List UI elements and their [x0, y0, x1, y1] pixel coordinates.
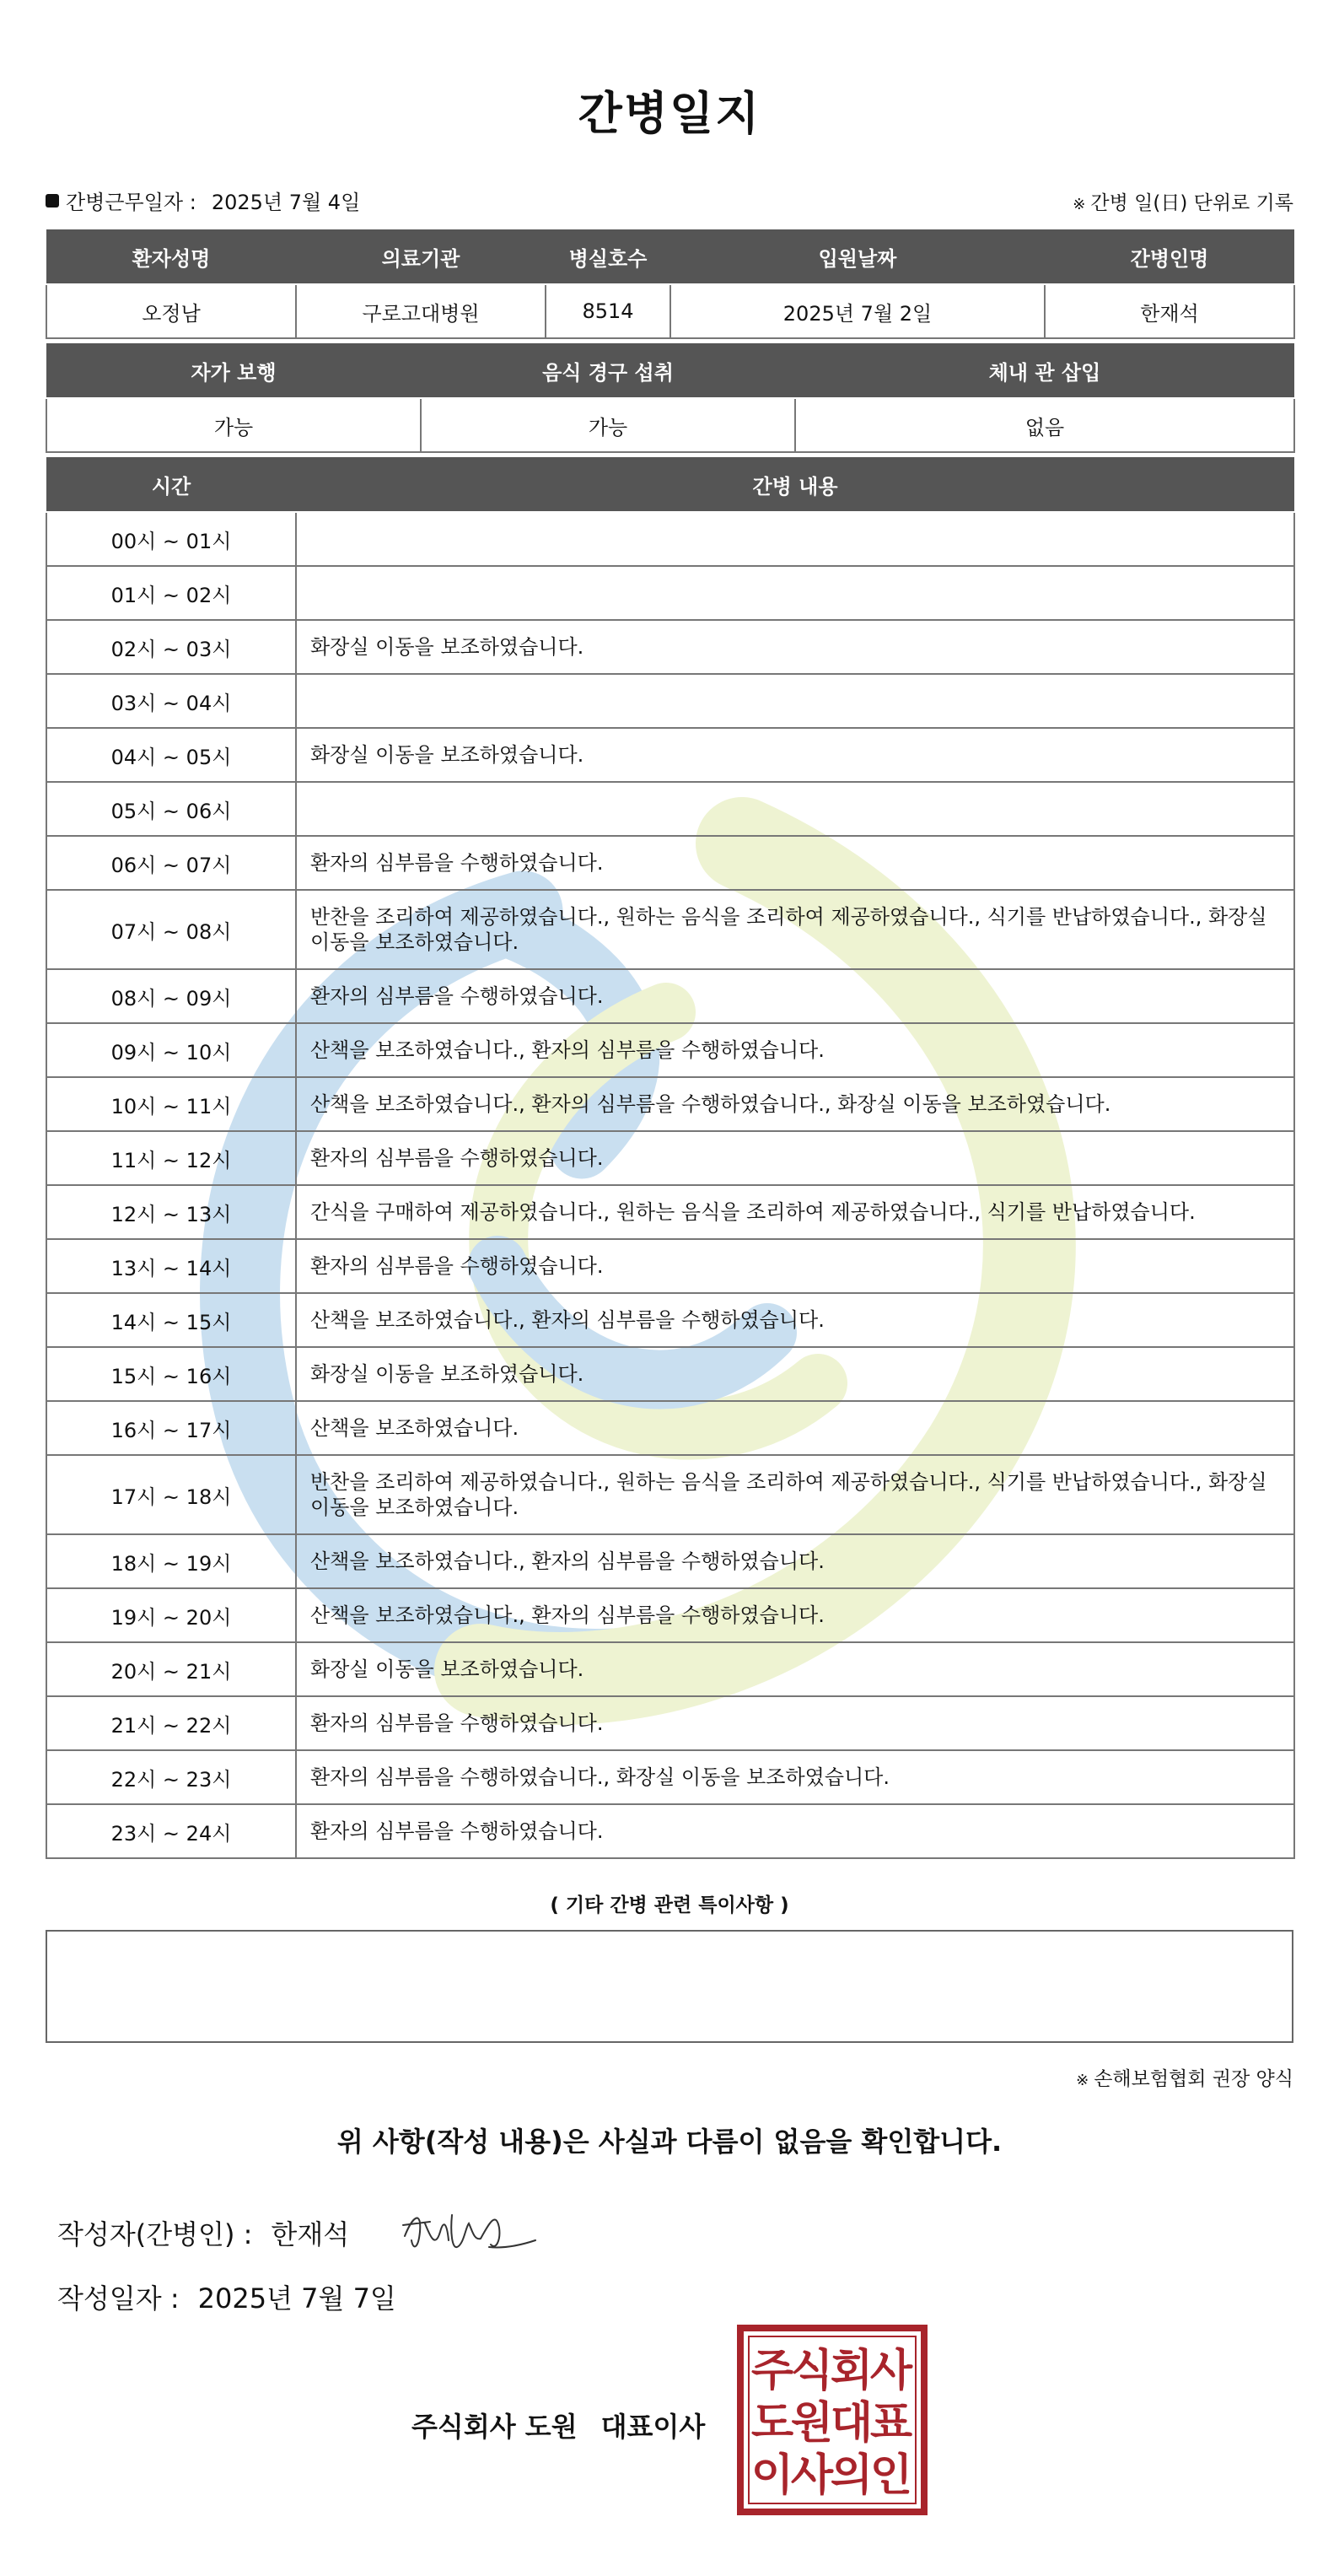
table-row	[46, 1185, 1294, 1239]
insurance-note	[1076, 2063, 1293, 2091]
written-date-label: 작성일자 :	[57, 2282, 180, 2315]
reference-mark-icon: ※	[1076, 2072, 1089, 2089]
care-content-cell: 산책을 보조하였습니다., 환자의 심부름을 수행하였습니다.	[296, 1588, 1294, 1642]
seal-glyph: 도	[750, 2398, 794, 2449]
care-content-cell: 간식을 구매하여 제공하였습니다., 원하는 음식을 조리하여 제공하였습니다., 식기를 반납하였습니다.	[296, 1185, 1294, 1239]
time-cell: 07시 ~ 08시	[46, 890, 296, 969]
time-cell: 17시 ~ 18시	[46, 1455, 296, 1534]
header-room: 병실호수	[546, 229, 670, 284]
seal-glyph: 의	[830, 2450, 874, 2501]
care-content-cell: 화장실 이동을 보조하였습니다.	[296, 728, 1294, 782]
table-row	[46, 1077, 1294, 1131]
care-content-cell: 환자의 심부름을 수행하였습니다.	[296, 1239, 1294, 1293]
admission-date: 2025년 7월 2일	[670, 284, 1045, 338]
care-content-cell: 산책을 보조하였습니다.	[296, 1401, 1294, 1455]
patient-info-table	[46, 228, 1295, 339]
care-content-cell: 환자의 심부름을 수행하였습니다.	[296, 1131, 1294, 1185]
time-cell: 16시 ~ 17시	[46, 1401, 296, 1455]
table-row	[46, 512, 1294, 566]
written-date: 2025년 7월 7일	[197, 2282, 396, 2315]
care-content-cell: 환자의 심부름을 수행하였습니다., 화장실 이동을 보조하였습니다.	[296, 1750, 1294, 1804]
care-content-cell	[296, 566, 1294, 620]
company-line	[411, 2406, 705, 2444]
table-row	[46, 1347, 1294, 1401]
care-content-cell: 화장실 이동을 보조하였습니다.	[296, 1642, 1294, 1696]
care-content-cell: 산책을 보조하였습니다., 환자의 심부름을 수행하였습니다.	[296, 1293, 1294, 1347]
care-content-cell: 산책을 보조하였습니다., 환자의 심부름을 수행하였습니다., 화장실 이동을 보조하였습니다.	[296, 1077, 1294, 1131]
self-walking-value: 가능	[46, 398, 421, 452]
representative-title: 대표이사	[600, 2411, 706, 2443]
header-tube-insertion: 체내 관 삽입	[795, 342, 1294, 398]
writer-label: 작성자(간병인) :	[57, 2218, 253, 2250]
table-row	[46, 1023, 1294, 1077]
table-row	[46, 1588, 1294, 1642]
time-cell: 03시 ~ 04시	[46, 674, 296, 728]
header-hospital: 의료기관	[296, 229, 546, 284]
tube-insertion-value: 없음	[795, 398, 1294, 452]
header-self-walking: 자가 보행	[46, 342, 421, 398]
header-patient-name: 환자성명	[46, 229, 296, 284]
seal-glyph: 이	[750, 2450, 794, 2501]
special-notes-box	[46, 1930, 1293, 2043]
table-row	[46, 1750, 1294, 1804]
table-row	[46, 1804, 1294, 1858]
hospital-name: 구로고대병원	[296, 284, 546, 338]
time-cell: 20시 ~ 21시	[46, 1642, 296, 1696]
time-cell: 00시 ~ 01시	[46, 512, 296, 566]
unit-note-text: 간병 일(日) 단위로 기록	[1090, 192, 1293, 214]
care-content-cell: 산책을 보조하였습니다., 환자의 심부름을 수행하였습니다.	[296, 1023, 1294, 1077]
writer-line	[57, 2213, 349, 2252]
written-date-line	[57, 2277, 396, 2316]
insurance-note-text: 손해보험협회 권장 양식	[1094, 2068, 1293, 2090]
header-care-content: 간병 내용	[296, 456, 1294, 512]
care-content-cell: 반찬을 조리하여 제공하였습니다., 원하는 음식을 조리하여 제공하였습니다., 식기를 반납하였습니다., 화장실 이동을 보조하였습니다.	[296, 890, 1294, 969]
time-cell: 04시 ~ 05시	[46, 728, 296, 782]
seal-glyph: 사	[790, 2450, 834, 2501]
table-row	[46, 566, 1294, 620]
header-admission-date: 입원날짜	[670, 229, 1045, 284]
table-row	[46, 674, 1294, 728]
company-name: 주식회사 도원	[411, 2411, 578, 2443]
table-row	[46, 1239, 1294, 1293]
table-row	[46, 1534, 1294, 1588]
seal-glyph: 인	[869, 2450, 913, 2501]
table-row	[46, 782, 1294, 836]
table-row	[46, 1696, 1294, 1750]
time-cell: 06시 ~ 07시	[46, 836, 296, 890]
seal-glyph: 원	[790, 2398, 834, 2449]
time-cell: 21시 ~ 22시	[46, 1696, 296, 1750]
care-content-cell: 산책을 보조하였습니다., 환자의 심부름을 수행하였습니다.	[296, 1534, 1294, 1588]
time-cell: 05시 ~ 06시	[46, 782, 296, 836]
table-row	[46, 1455, 1294, 1534]
time-cell: 09시 ~ 10시	[46, 1023, 296, 1077]
patient-name: 오정남	[46, 284, 296, 338]
table-row	[46, 1131, 1294, 1185]
time-cell: 22시 ~ 23시	[46, 1750, 296, 1804]
table-row	[46, 1401, 1294, 1455]
seal-glyph: 표	[869, 2398, 913, 2449]
table-row	[46, 728, 1294, 782]
seal-glyph: 주	[750, 2346, 794, 2396]
time-cell: 10시 ~ 11시	[46, 1077, 296, 1131]
table-row	[46, 1642, 1294, 1696]
care-content-cell	[296, 674, 1294, 728]
table-row	[46, 1293, 1294, 1347]
room-number: 8514	[546, 284, 670, 338]
care-content-cell: 환자의 심부름을 수행하였습니다.	[296, 1804, 1294, 1858]
time-cell: 01시 ~ 02시	[46, 566, 296, 620]
header-caregiver: 간병인명	[1045, 229, 1294, 284]
seal-glyph: 대	[830, 2398, 874, 2449]
writer-name: 한재석	[271, 2218, 350, 2250]
handwritten-signature	[396, 2198, 540, 2266]
square-bullet-icon	[46, 194, 59, 207]
table-row	[46, 890, 1294, 969]
care-content-cell: 화장실 이동을 보조하였습니다.	[296, 620, 1294, 674]
time-cell: 02시 ~ 03시	[46, 620, 296, 674]
confirmation-statement: 위 사항(작성 내용)은 사실과 다름이 없음을 확인합니다.	[336, 2126, 1003, 2158]
header-oral-intake: 음식 경구 섭취	[421, 342, 795, 398]
company-seal	[737, 2325, 928, 2515]
time-cell: 13시 ~ 14시	[46, 1239, 296, 1293]
unit-note	[1073, 187, 1293, 215]
care-content-cell: 환자의 심부름을 수행하였습니다.	[296, 969, 1294, 1023]
reference-mark-icon: ※	[1073, 196, 1086, 213]
care-content-cell: 환자의 심부름을 수행하였습니다.	[296, 836, 1294, 890]
header-time: 시간	[46, 456, 296, 512]
time-cell: 12시 ~ 13시	[46, 1185, 296, 1239]
care-content-cell	[296, 512, 1294, 566]
seal-glyph: 사	[869, 2346, 913, 2396]
care-content-cell: 환자의 심부름을 수행하였습니다.	[296, 1696, 1294, 1750]
time-cell: 15시 ~ 16시	[46, 1347, 296, 1401]
oral-intake-value: 가능	[421, 398, 795, 452]
table-row	[46, 620, 1294, 674]
table-row	[46, 969, 1294, 1023]
table-row	[46, 836, 1294, 890]
work-date-value: 2025년 7월 4일	[211, 191, 361, 214]
special-notes-label: ( 기타 간병 관련 특이사항 )	[550, 1894, 789, 1916]
care-content-cell: 반찬을 조리하여 제공하였습니다., 원하는 음식을 조리하여 제공하였습니다., 식기를 반납하였습니다., 화장실 이동을 보조하였습니다.	[296, 1455, 1294, 1534]
time-cell: 23시 ~ 24시	[46, 1804, 296, 1858]
time-cell: 08시 ~ 09시	[46, 969, 296, 1023]
time-cell: 19시 ~ 20시	[46, 1588, 296, 1642]
time-cell: 14시 ~ 15시	[46, 1293, 296, 1347]
time-cell: 18시 ~ 19시	[46, 1534, 296, 1588]
patient-status-table	[46, 342, 1295, 453]
care-content-cell	[296, 782, 1294, 836]
work-date-label: 간병근무일자 :	[66, 191, 196, 214]
work-date-line	[46, 186, 360, 215]
care-content-cell: 화장실 이동을 보조하였습니다.	[296, 1347, 1294, 1401]
time-cell: 11시 ~ 12시	[46, 1131, 296, 1185]
seal-glyph: 식	[790, 2346, 834, 2396]
document-title: 간병일지	[578, 87, 761, 140]
caregiver-name: 한재석	[1045, 284, 1294, 338]
seal-glyph: 회	[830, 2346, 874, 2396]
care-log-table	[46, 455, 1295, 1859]
